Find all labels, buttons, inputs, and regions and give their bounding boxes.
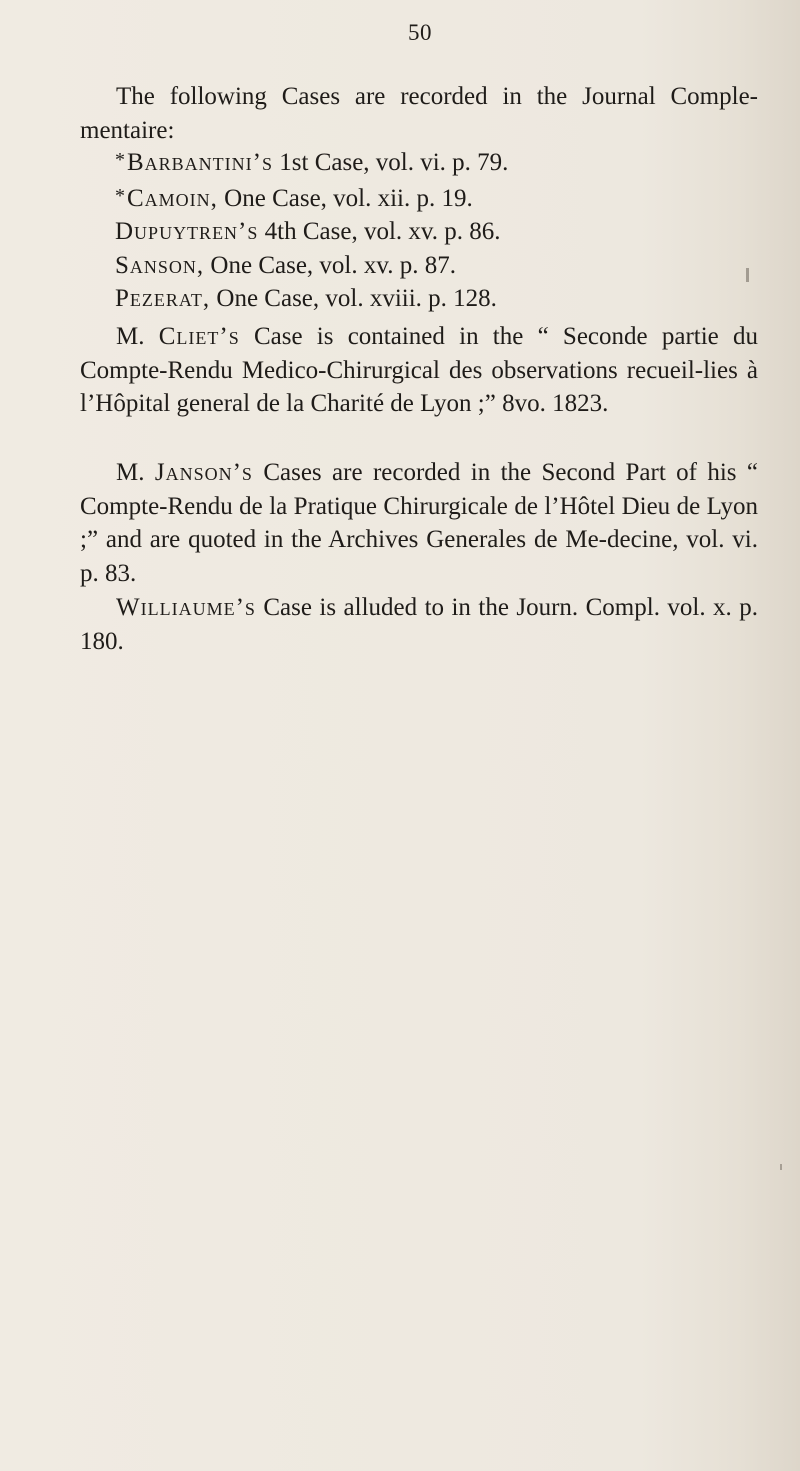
case-reference: 1st Case, vol. vi. p. 79. [273,149,509,176]
case-list [115,144,508,316]
case-entry-sanson [115,249,508,283]
surgeon-name: Dupuytren’s [115,218,259,245]
case-reference: One Case, vol. xv. p. 87. [204,251,456,279]
case-entry-barbantini [115,144,508,180]
cliet-paragraph [80,320,758,421]
surgeon-name: Camoin, [127,184,218,212]
paper-speck [746,268,749,282]
page-number: 50 [408,20,432,45]
paper-speck [780,1164,782,1170]
surgeon-name: Barbantini’s [127,149,274,176]
surgeon-name: Pezerat, [115,285,211,312]
surgeon-name: Cliet’s [158,323,240,350]
case-reference: One Case, vol. xviii. p. 128. [210,285,497,312]
case-reference: One Case, vol. xii. p. 19. [217,184,473,212]
surgeon-name: Williaume’s [116,594,256,621]
surgeon-name: Sanson, [115,251,205,279]
asterisk-mark: * [115,149,125,171]
paragraph-text: Case is contained in the “ Seconde partie du Compte-Rendu Medico-Chirurgical des observations recueil-lies à l’Hôpital general de la Charité de Lyon ;” 8vo. 1823. [80,323,758,417]
janson-paragraph [80,456,758,590]
case-entry-camoin [115,180,508,216]
case-entry-dupuytren [115,215,508,249]
williaume-paragraph [80,591,758,658]
asterisk-mark: * [115,184,125,207]
intro-paragraph: The following Cases are recorded in the Journal Comple-mentaire: [80,83,758,144]
case-reference: 4th Case, vol. xv. p. 86. [258,218,501,245]
honorific: M. [116,459,155,486]
honorific: M. [116,323,159,350]
case-entry-pezerat [115,282,508,316]
paragraph-text: Case is alluded to in the Journ. Compl. vol. x. p. 180. [80,594,758,655]
surgeon-name: Janson’s [154,459,253,486]
paragraph-text: Cases are recorded in the Second Part of his “ Compte-Rendu de la Pratique Chirurgicale de l’Hôtel Dieu de Lyon ;” and are quoted in the Archives Generales de Me-decine, vol. vi. p. 83. [80,459,759,587]
